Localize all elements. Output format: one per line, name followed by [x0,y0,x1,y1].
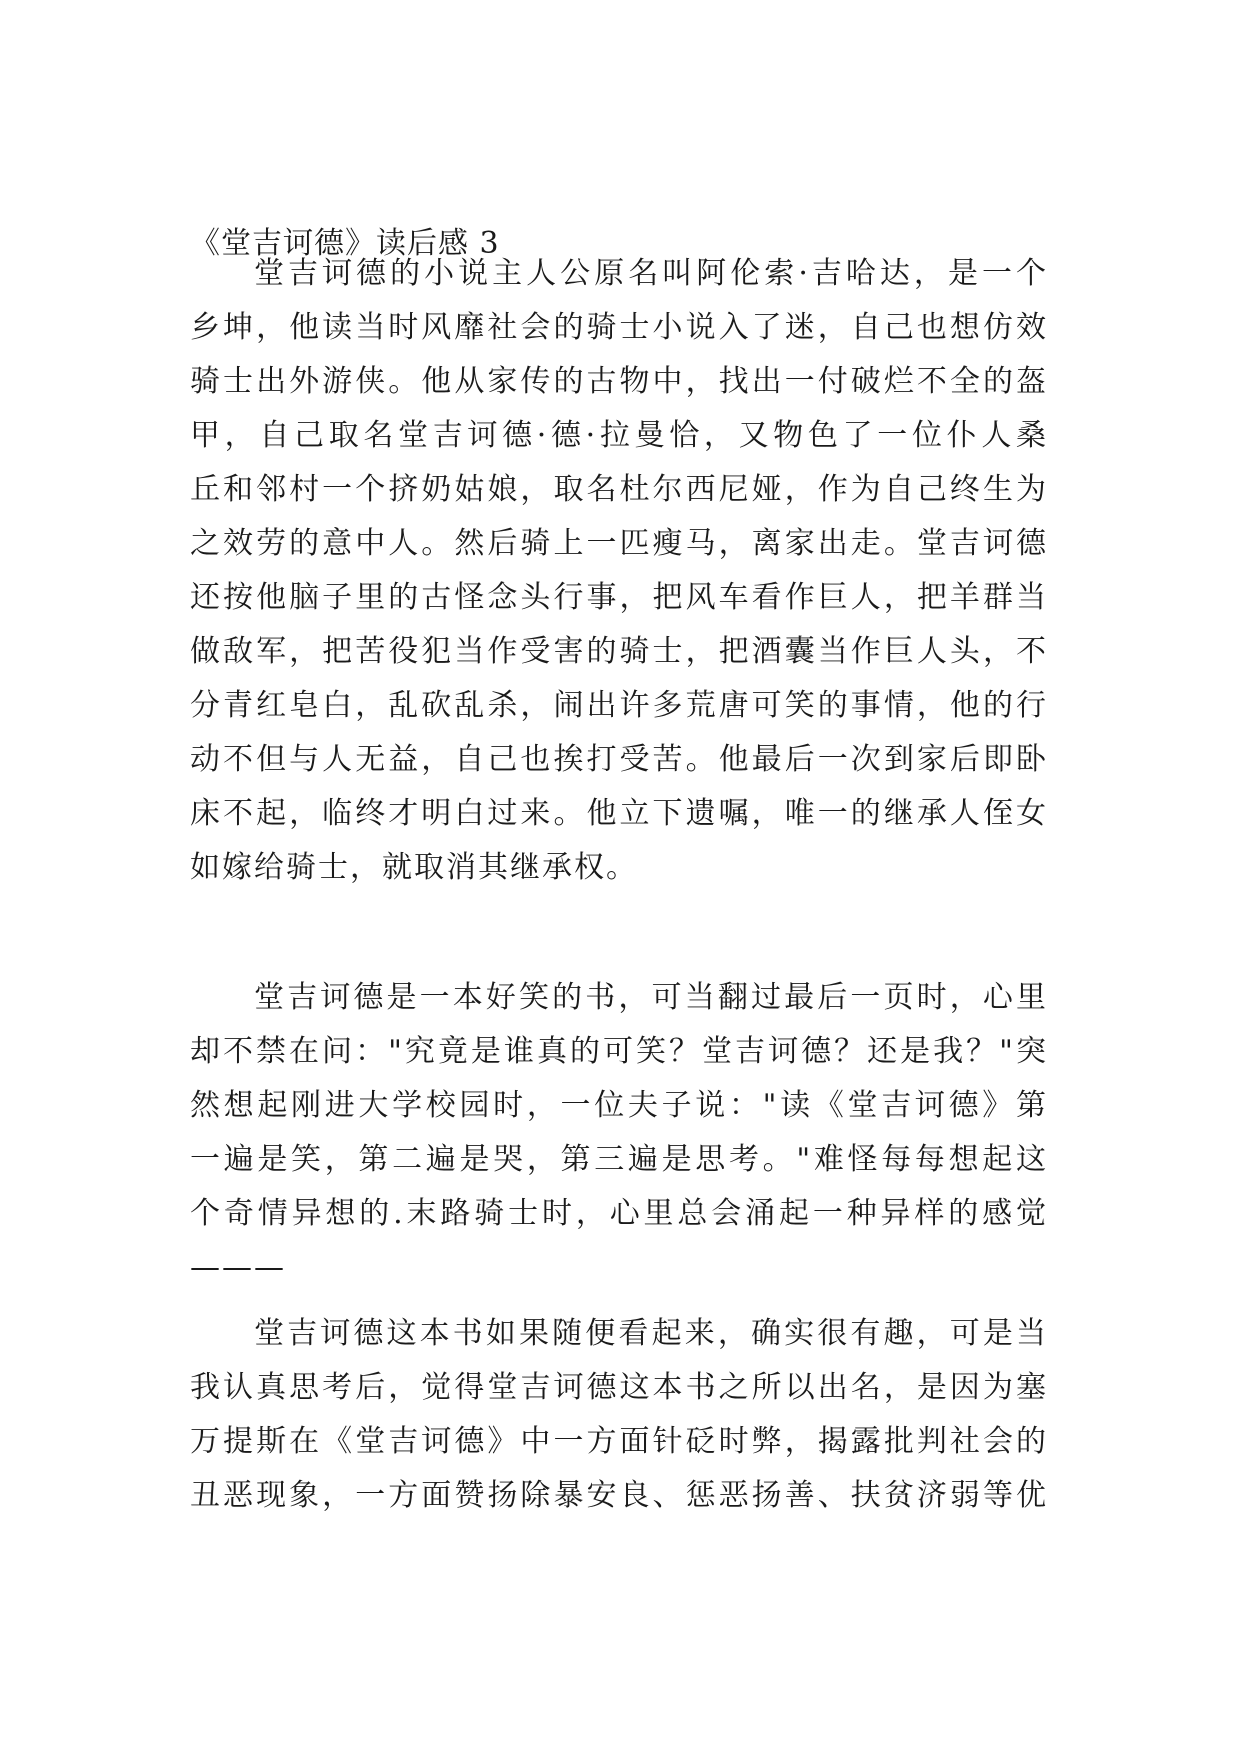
document-title: 《堂吉诃德》读后感 3 [190,226,500,261]
paragraph-2-line-4: 一遍是笑，第二遍是哭，第三遍是思考。"难怪每每想起这 [190,1142,1048,1177]
paragraph-1-line-3: 骑士出外游侠。他从家传的古物中，找出一付破烂不全的盔 [190,364,1048,399]
paragraph-1-line-2: 乡坤，他读当时风靡社会的骑士小说入了迷，自己也想仿效 [190,310,1048,345]
paragraph-2-line-2: 却不禁在问："究竟是谁真的可笑？堂吉诃德？还是我？"突 [190,1034,1048,1069]
paragraph-2-line-1: 堂吉诃德是一本好笑的书，可当翻过最后一页时，心里 [254,980,1048,1015]
paragraph-1-line-1: 堂吉诃德的小说主人公原名叫阿伦索·吉哈达，是一个 [254,256,1048,291]
paragraph-2-line-6: ——— [190,1250,286,1285]
paragraph-1-line-4: 甲，自己取名堂吉诃德·德·拉曼恰，又物色了一位仆人桑 [190,418,1048,453]
paragraph-1-line-11: 床不起，临终才明白过来。他立下遗嘱，唯一的继承人侄女 [190,796,1048,831]
paragraph-1-line-5: 丘和邻村一个挤奶姑娘，取名杜尔西尼娅，作为自己终生为 [190,472,1048,507]
paragraph-1-line-10: 动不但与人无益，自己也挨打受苦。他最后一次到家后即卧 [190,742,1048,777]
paragraph-2-line-5: 个奇情异想的.末路骑士时，心里总会涌起一种异样的感觉 [190,1196,1048,1231]
paragraph-1-line-8: 做敌军，把苦役犯当作受害的骑士，把酒囊当作巨人头，不 [190,634,1048,669]
paragraph-1-line-12: 如嫁给骑士，就取消其继承权。 [190,850,638,885]
paragraph-1-line-9: 分青红皂白，乱砍乱杀，闹出许多荒唐可笑的事情，他的行 [190,688,1048,723]
paragraph-3-line-1: 堂吉诃德这本书如果随便看起来，确实很有趣，可是当 [254,1316,1048,1351]
paragraph-1-line-7: 还按他脑子里的古怪念头行事，把风车看作巨人，把羊群当 [190,580,1048,615]
paragraph-3-line-3: 万提斯在《堂吉诃德》中一方面针砭时弊，揭露批判社会的 [190,1424,1048,1459]
paragraph-3-line-4: 丑恶现象，一方面赞扬除暴安良、惩恶扬善、扶贫济弱等优 [190,1478,1048,1513]
paragraph-1-line-6: 之效劳的意中人。然后骑上一匹瘦马，离家出走。堂吉诃德 [190,526,1048,561]
paragraph-2-line-3: 然想起刚进大学校园时，一位夫子说："读《堂吉诃德》第 [190,1088,1048,1123]
paragraph-3-line-2: 我认真思考后，觉得堂吉诃德这本书之所以出名，是因为塞 [190,1370,1048,1405]
